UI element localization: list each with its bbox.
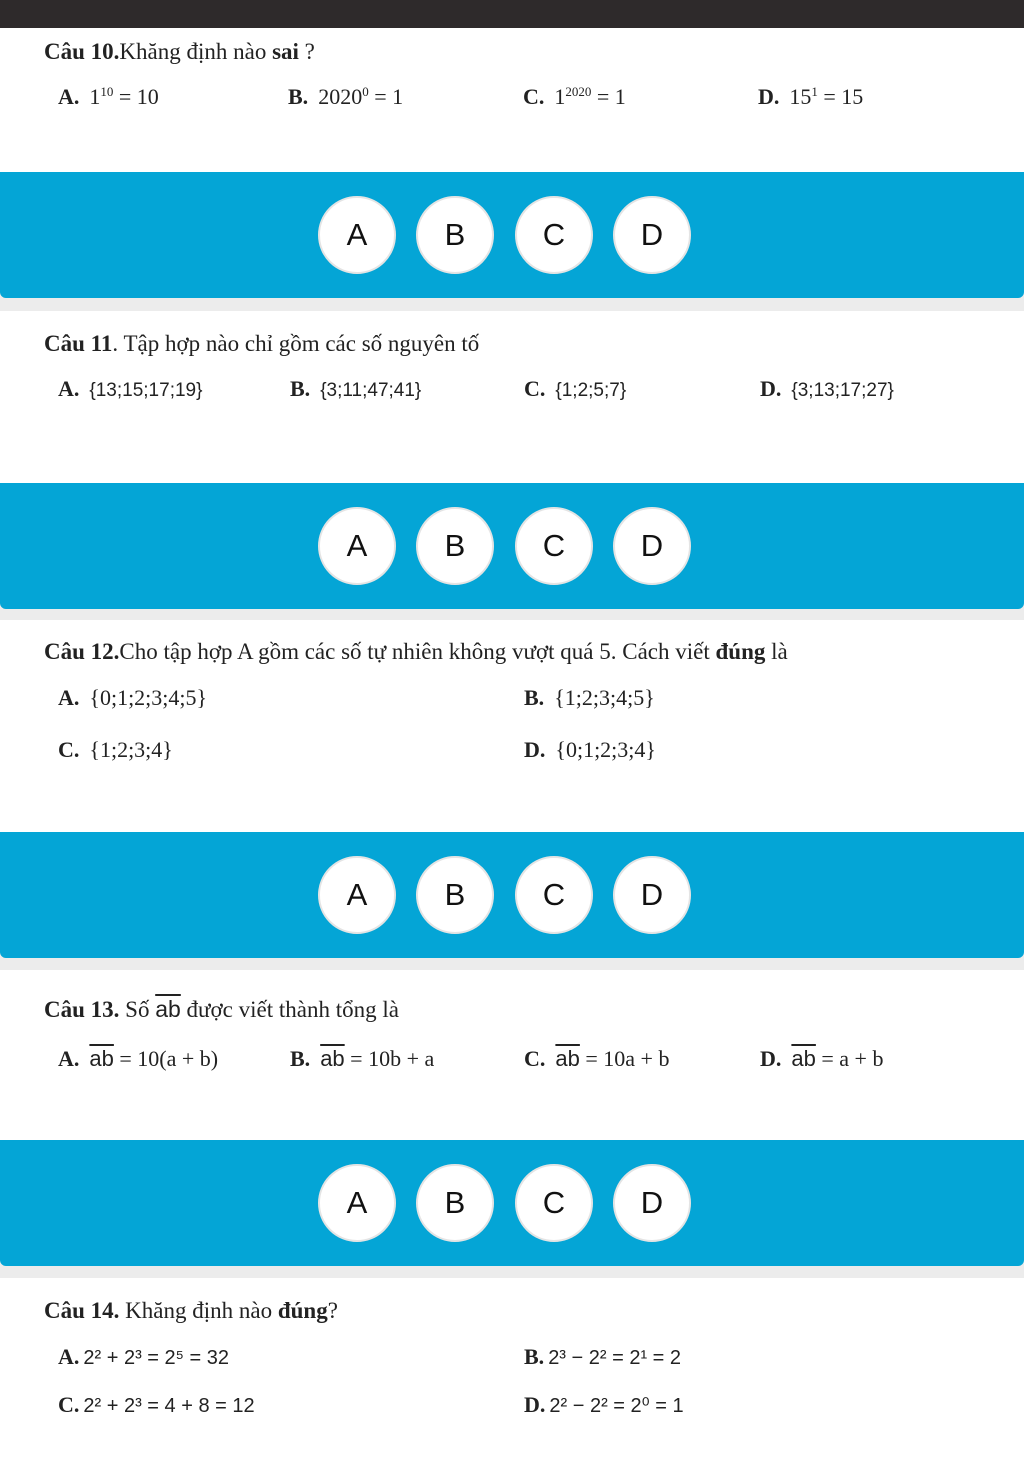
option-d: D. $\overline{ab} = a + b$ [760, 1046, 884, 1071]
answer-d-button[interactable]: D [613, 856, 691, 934]
answer-d-button[interactable]: D [613, 196, 691, 274]
option-c: C. {1;2;3;4} [58, 737, 173, 762]
answer-c-button[interactable]: C [515, 856, 593, 934]
answer-bar-10 [0, 172, 1024, 298]
option-d: D. {3;13;17;27} [760, 376, 894, 401]
answer-a-button[interactable]: A [318, 1164, 396, 1242]
option-d: D. {0;1;2;3;4} [524, 737, 656, 762]
option-d: D. $15^1 = 15$ [758, 84, 864, 109]
answer-c-button[interactable]: C [515, 1164, 593, 1242]
answer-bar-13 [0, 1140, 1024, 1266]
option-b: B. {3;11;47;41} [290, 376, 422, 401]
option-b: B. $\overline{ab} = 10b + a$ [290, 1046, 435, 1071]
answer-bar-11 [0, 483, 1024, 609]
option-a: A. {0;1;2;3;4;5} [58, 685, 208, 710]
option-c: C. $1^{2020} = 1$ [523, 84, 626, 109]
question-title: Câu 10.Khăng định nào sai ? [44, 39, 315, 64]
question-title: Câu 12.Cho tập hợp A gồm các số tự nhiên không vượt quá 5. Cách viết đúng là [44, 639, 788, 664]
answer-d-button[interactable]: D [613, 1164, 691, 1242]
option-c: C. 2² + 2³ = 4 + 8 = 12 [58, 1392, 255, 1417]
top-status-bar [0, 0, 1024, 28]
answer-a-button[interactable]: A [318, 196, 396, 274]
option-b: B. $2020^0 = 1$ [288, 84, 404, 109]
question-title: Câu 14. Khăng định nào đúng? [44, 1298, 338, 1323]
answer-d-button[interactable]: D [613, 507, 691, 585]
option-a: A. $\overline{ab} = 10(a + b)$ [58, 1046, 219, 1071]
option-d: D. 2² − 2² = 2⁰ = 1 [524, 1392, 684, 1417]
answer-a-button[interactable]: A [318, 507, 396, 585]
answer-a-button[interactable]: A [318, 856, 396, 934]
question-title: Câu 11. Tập hợp nào chỉ gồm các số nguyên tố [44, 331, 480, 356]
question-title: Câu 13. Số $\overline{ab}$ được viết thành tổng là [44, 996, 399, 1022]
question-card-11 [0, 311, 1024, 483]
answer-b-button[interactable]: B [416, 856, 494, 934]
question-card-12 [0, 620, 1024, 832]
option-a: A. {13;15;17;19} [58, 376, 203, 401]
answer-c-button[interactable]: C [515, 507, 593, 585]
answer-b-button[interactable]: B [416, 196, 494, 274]
answer-b-button[interactable]: B [416, 1164, 494, 1242]
option-b: B. {1;2;3;4;5} [524, 685, 655, 710]
option-a: A. $1^{10} = 10$ [58, 84, 159, 109]
option-c: C. $\overline{ab} = 10a + b$ [524, 1046, 670, 1071]
question-card-13 [0, 970, 1024, 1140]
answer-c-button[interactable]: C [515, 196, 593, 274]
option-a: A. 2² + 2³ = 2⁵ = 32 [58, 1344, 229, 1369]
answer-b-button[interactable]: B [416, 507, 494, 585]
option-c: C. {1;2;5;7} [524, 376, 627, 401]
option-b: B. 2³ − 2² = 2¹ = 2 [524, 1344, 682, 1369]
answer-bar-12 [0, 832, 1024, 958]
question-card-10 [0, 28, 1024, 172]
question-card-14 [0, 1278, 1024, 1471]
